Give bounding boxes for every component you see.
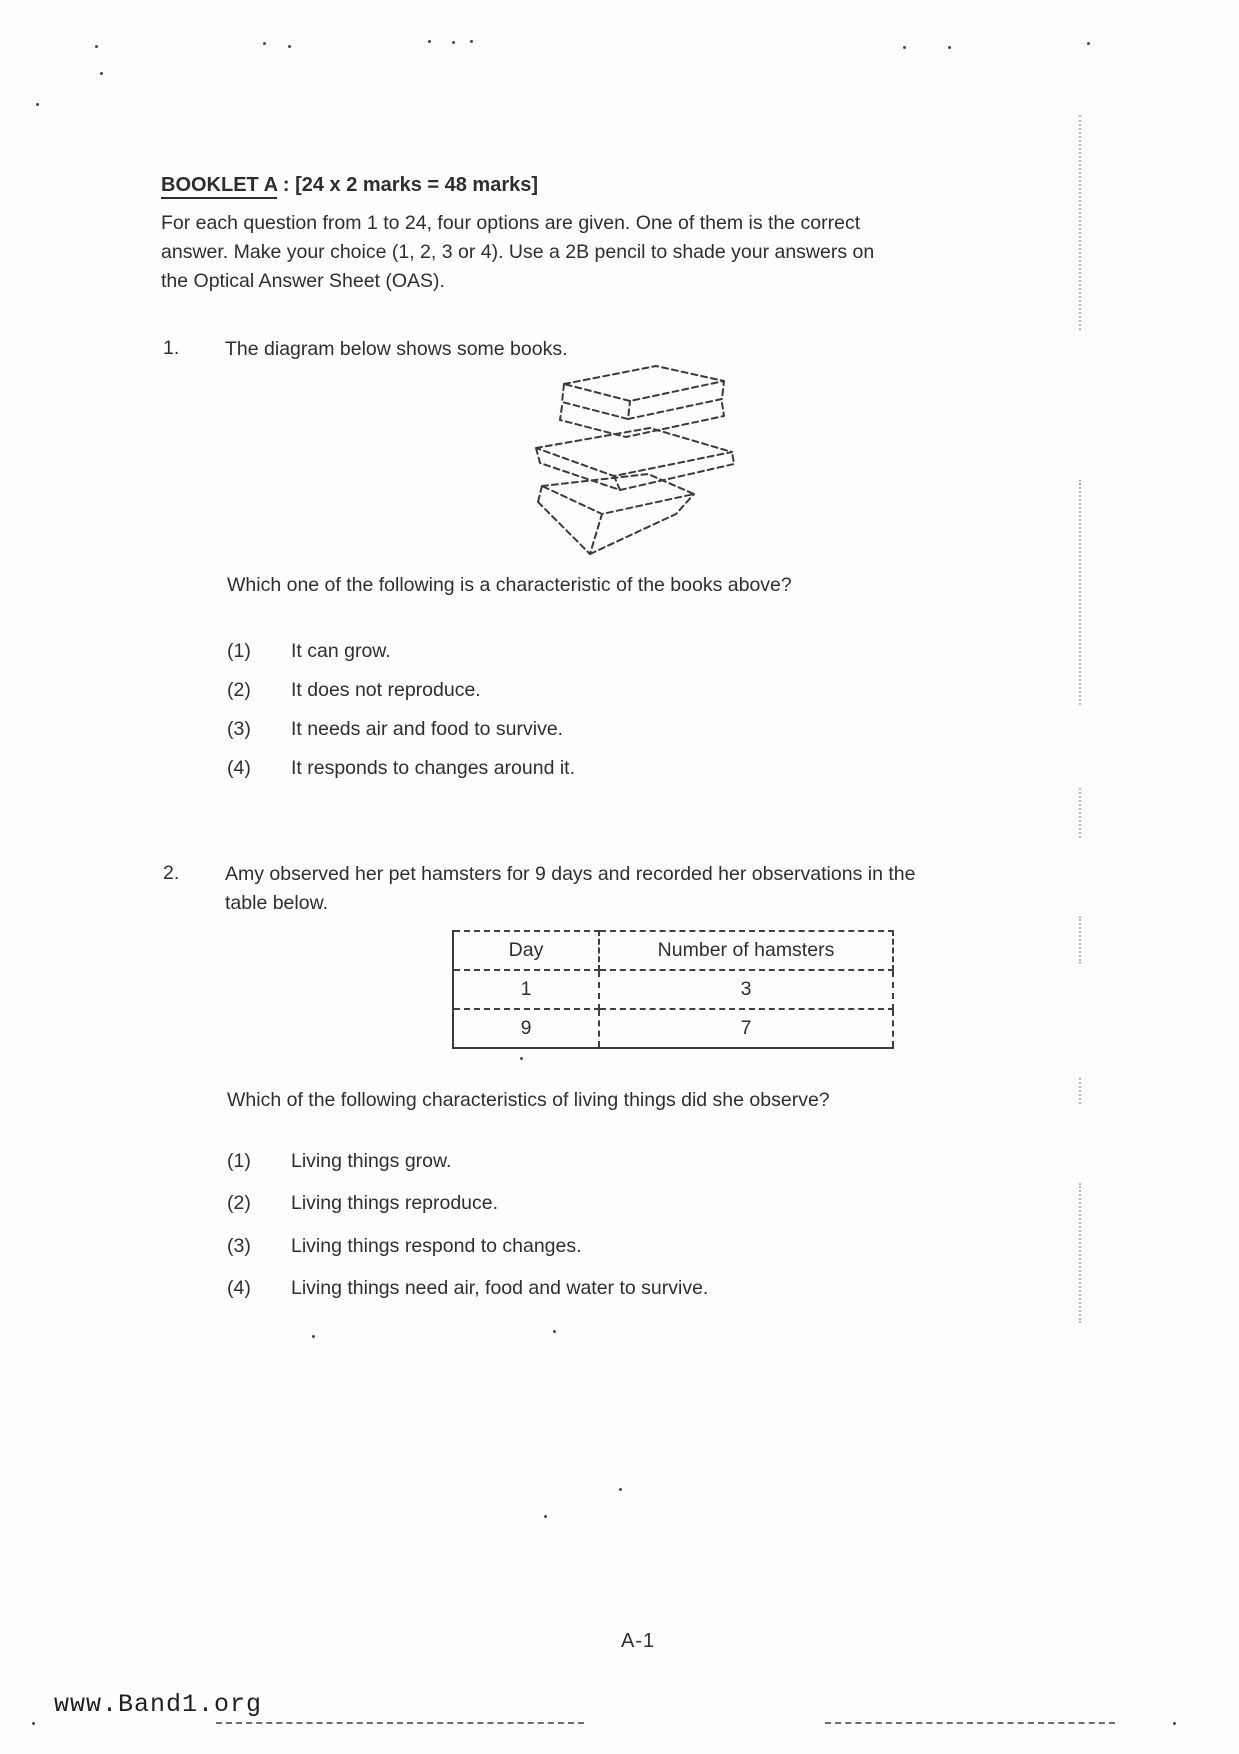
- q2-prompt: Which of the following characteristics of living things did she observe?: [227, 1089, 830, 1111]
- q1-option-3-text: It needs air and food to survive.: [291, 718, 564, 740]
- speckle: [312, 1335, 315, 1338]
- scan-bottom-line: [216, 1722, 584, 1724]
- scan-edge-line: [1079, 115, 1081, 330]
- q2-stem-line-1: Amy observed her pet hamsters for 9 days and recorded her observations in the: [225, 863, 916, 885]
- instruction-line-1: For each question from 1 to 24, four options are given. One of them is the correct: [161, 212, 861, 234]
- q2-option-3-text: Living things respond to changes.: [291, 1235, 582, 1257]
- table-cell-day-2: 9: [453, 1009, 599, 1048]
- speckle: [520, 1057, 523, 1060]
- q2-option-1: [227, 1150, 451, 1173]
- speckle: [1087, 42, 1090, 45]
- q1-option-3-label: (3): [227, 718, 251, 740]
- q2-option-3: [227, 1235, 582, 1258]
- books-illustration: [498, 356, 748, 561]
- q2-option-2: [227, 1192, 498, 1215]
- q1-option-1-text: It can grow.: [291, 640, 391, 662]
- observation-table: [452, 930, 894, 1049]
- speckle: [1173, 1722, 1176, 1725]
- instruction-line-3: the Optical Answer Sheet (OAS).: [161, 270, 445, 292]
- scan-edge-line: [1079, 788, 1081, 838]
- scan-edge-line: [1079, 916, 1081, 964]
- speckle: [36, 103, 39, 106]
- page-number: A-1: [621, 1630, 656, 1652]
- speckle: [903, 46, 906, 49]
- q1-option-2-text: It does not reproduce.: [291, 679, 481, 701]
- q1-number: 1.: [163, 337, 180, 359]
- booklet-title: BOOKLET A: [161, 174, 277, 199]
- speckle: [619, 1488, 622, 1491]
- q1-stem: The diagram below shows some books.: [225, 338, 568, 360]
- speckle: [95, 45, 98, 48]
- q2-option-1-label: (1): [227, 1150, 251, 1172]
- q2-option-2-label: (2): [227, 1192, 251, 1214]
- scan-edge-line: [1079, 1183, 1081, 1323]
- q2-number: 2.: [163, 862, 180, 884]
- speckle: [948, 46, 951, 49]
- speckle: [100, 72, 103, 75]
- table-header-row: [453, 931, 893, 970]
- table-cell-day-1: 1: [453, 970, 599, 1009]
- q1-option-4-label: (4): [227, 757, 251, 779]
- speckle: [32, 1722, 35, 1725]
- q2-option-2-text: Living things reproduce.: [291, 1192, 499, 1214]
- q2-option-4: [227, 1277, 708, 1300]
- q2-option-4-text: Living things need air, food and water to survive.: [291, 1277, 709, 1299]
- table-cell-count-2: 7: [599, 1009, 893, 1048]
- q1-prompt: Which one of the following is a characteristic of the books above?: [227, 574, 792, 596]
- speckle: [452, 41, 455, 44]
- q1-option-2-label: (2): [227, 679, 251, 701]
- q2-stem-line-2: table below.: [225, 892, 328, 914]
- speckle: [553, 1330, 556, 1333]
- instruction-line-2: answer. Make your choice (1, 2, 3 or 4). Use a 2B pencil to shade your answers on: [161, 241, 875, 263]
- q1-option-1: [227, 640, 391, 663]
- speckle: [544, 1515, 547, 1518]
- scan-edge-line: [1079, 480, 1081, 705]
- q1-option-4-text: It responds to changes around it.: [291, 757, 576, 779]
- speckle: [288, 45, 291, 48]
- table-cell-count-1: 3: [599, 970, 893, 1009]
- speckle: [470, 40, 473, 43]
- q2-option-3-label: (3): [227, 1235, 251, 1257]
- booklet-marks: : [24 x 2 marks = 48 marks]: [277, 174, 539, 196]
- scan-bottom-line: [825, 1722, 1115, 1724]
- scan-edge-line: [1079, 1078, 1081, 1104]
- q2-option-1-text: Living things grow.: [291, 1150, 452, 1172]
- booklet-header: [161, 174, 538, 197]
- watermark: www.Band1.org: [54, 1690, 263, 1719]
- table-row: [453, 970, 893, 1009]
- q1-option-4: [227, 757, 575, 780]
- speckle: [263, 42, 266, 45]
- speckle: [428, 40, 431, 43]
- q1-option-3: [227, 718, 563, 741]
- table-row: [453, 1009, 893, 1048]
- table-header-hamsters: Number of hamsters: [599, 931, 893, 970]
- q2-option-4-label: (4): [227, 1277, 251, 1299]
- q1-option-1-label: (1): [227, 640, 251, 662]
- q1-option-2: [227, 679, 481, 702]
- table-header-day: Day: [453, 931, 599, 970]
